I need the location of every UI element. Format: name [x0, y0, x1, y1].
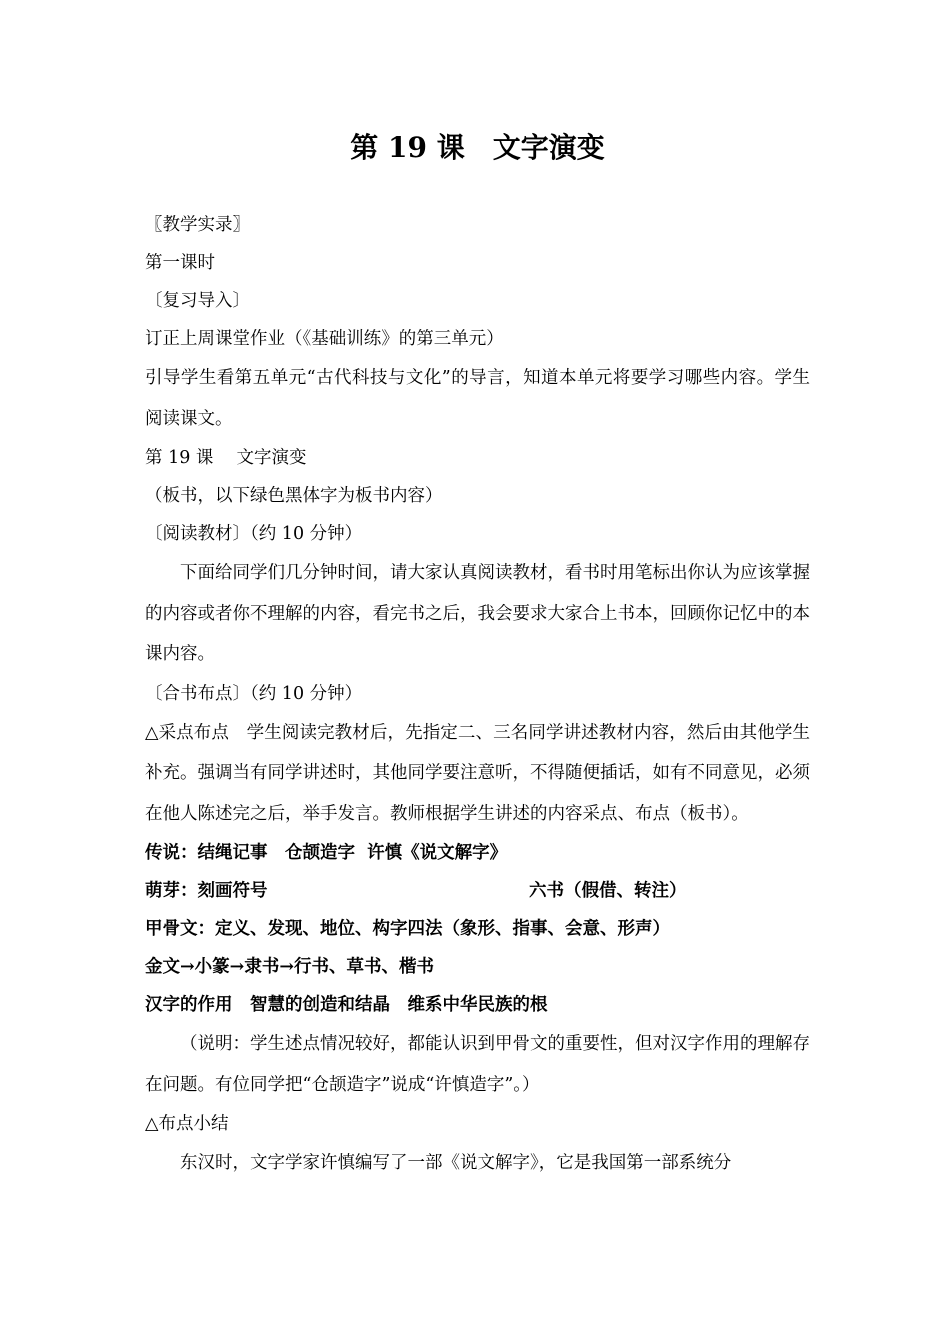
guide-students-paragraph: 引导学生看第五单元“古代科技与文化”的导言，知道本单元将要学习哪些内容。学生阅读课文。 — [145, 368, 810, 429]
board-evolution-line: 金文→小篆→隶书→行书、草书、楷书 — [145, 957, 434, 977]
read-material-heading: 〔阅读教材〕（约 10 分钟） — [145, 524, 363, 544]
board-note: （板书，以下绿色黑体字为板书内容） — [145, 486, 443, 506]
lesson-heading: 第 19 课 文字演变 — [145, 448, 307, 468]
board-legend-line: 传说：结绳记事 仓颉造字 许慎《说文解字》 — [145, 843, 508, 863]
summary-heading: △布点小结 — [145, 1114, 229, 1134]
close-book-heading: 〔合书布点〕（约 10 分钟） — [145, 683, 363, 704]
board-sprout-line — [145, 872, 810, 910]
board-sprout-left: 萌芽：刻画符号 — [145, 881, 268, 901]
first-period-label: 第一课时 — [145, 253, 215, 273]
read-material-paragraph: 下面给同学们几分钟时间，请大家认真阅读教材，看书时用笔标出你认为应该掌握的内容或者你不理解的内容，看完书之后，我会要求大家合上书本，回顾你记忆中的本课内容。 — [145, 563, 810, 664]
summary-paragraph: 东汉时，文字学家许慎编写了一部《说文解字》，它是我国第一部系统分 — [180, 1153, 732, 1173]
board-sprout-right: 六书（假借、转注） — [529, 881, 687, 901]
review-intro-heading: 〔复习导入〕 — [145, 291, 250, 311]
board-function-line: 汉字的作用 智慧的创造和结晶 维系中华民族的根 — [145, 995, 548, 1015]
page-title: 第 19 课 文字演变 — [350, 131, 605, 164]
correct-homework-text: 订正上周课堂作业（《基础训练》的第三单元） — [145, 329, 504, 349]
collect-points-paragraph: △采点布点 学生阅读完教材后，先指定二、三名同学讲述教材内容，然后由其他学生补充。强调当有同学讲述时，其他同学要注意听，不得随便插话，如有不同意见，必须在他人陈述完之后，举手发言。教师根据学生讲述的内容采点、布点（板书）。 — [145, 722, 810, 824]
section-record-heading: 〖教学实录〗 — [145, 215, 250, 235]
explanation-paragraph: （说明：学生述点情况较好，都能认识到甲骨文的重要性，但对汉字作用的理解存在问题。有位同学把“仓颉造字”说成“许慎造字”。） — [145, 1034, 810, 1095]
document-body — [145, 206, 810, 1184]
board-oracle-line: 甲骨文：定义、发现、地位、构字四法（象形、指事、会意、形声） — [145, 919, 670, 939]
